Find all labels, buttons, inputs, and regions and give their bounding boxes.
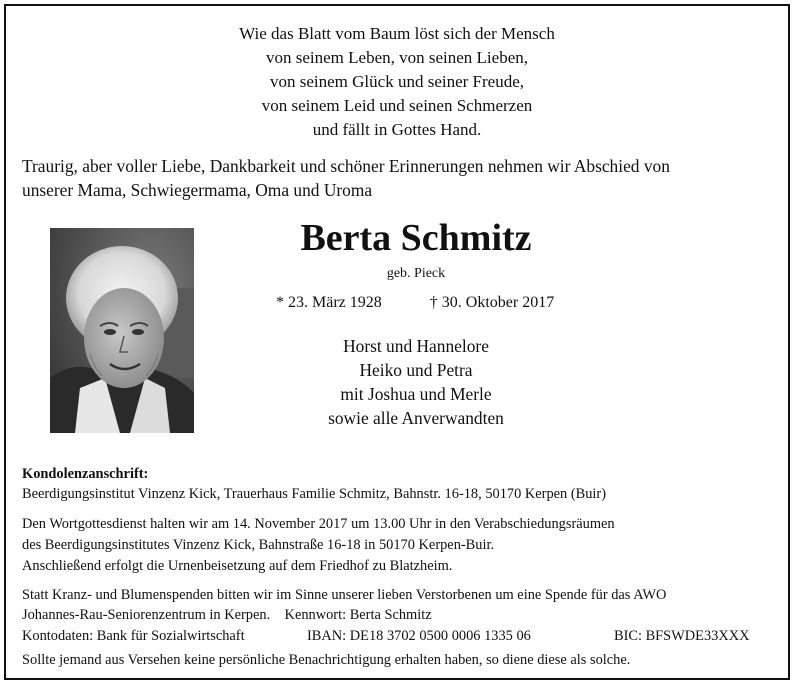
maiden-name: geb. Pieck [386, 266, 446, 281]
poem-line: von seinem Leid und seinen Schmerzen [261, 96, 533, 115]
donation-line: Statt Kranz- und Blumenspenden bitten wir im Sinne unserer lieben Verstorbenen um eine Spende für das AWO [22, 587, 667, 603]
bank-name: Kontodaten: Bank für Sozialwirtschaft [22, 628, 245, 644]
portrait-image [50, 228, 194, 433]
service-line: des Beerdigungsinstitutes Vinzenz Kick, Bahnstraße 16-18 in 50170 Kerpen-Buir. [22, 537, 495, 553]
life-dates [276, 292, 554, 314]
poem-line: von seinem Glück und seiner Freude, [270, 72, 524, 91]
poem-line: und fällt in Gottes Hand. [312, 120, 482, 139]
portrait-photo [50, 228, 194, 433]
birth-date: * 23. März 1928 [276, 294, 382, 311]
condolence-address: Beerdigungsinstitut Vinzenz Kick, Trauerhaus Familie Schmitz, Bahnstr. 16-18, 50170 Kerpen (Buir) [22, 486, 607, 502]
mourner-line: mit Joshua und Merle [340, 384, 492, 404]
closing-note: Sollte jemand aus Versehen keine persönliche Benachrichtigung erhalten haben, so diene diese als solche. [22, 652, 631, 668]
bank-details [22, 626, 790, 646]
obituary-notice [4, 4, 790, 680]
donation-line: Johannes-Rau-Seniorenzentrum in Kerpen. Kennwort: Berta Schmitz [22, 607, 432, 623]
mourner-line: sowie alle Anverwandten [328, 408, 504, 428]
poem [6, 22, 788, 142]
mourner-line: Horst und Hannelore [343, 336, 489, 356]
bic: BIC: BFSWDE33XXX [614, 628, 750, 644]
service-line: Anschließend erfolgt die Urnenbeisetzung auf dem Friedhof zu Blatzheim. [22, 558, 453, 574]
intro-line: unserer Mama, Schwiegermama, Oma und Uroma [22, 180, 373, 200]
service-line: Den Wortgottesdienst halten wir am 14. November 2017 um 13.00 Uhr in den Verabschiedungsräumen [22, 516, 615, 532]
intro-line: Traurig, aber voller Liebe, Dankbarkeit und schöner Erinnerungen nehmen wir Abschied von [22, 156, 670, 176]
iban: IBAN: DE18 3702 0500 0006 1335 06 [307, 628, 531, 644]
deceased-name: Berta Schmitz [300, 217, 532, 259]
poem-line: Wie das Blatt vom Baum löst sich der Mensch [239, 24, 555, 43]
condolence-heading: Kondolenzanschrift: [22, 466, 149, 482]
mourner-line: Heiko und Petra [359, 360, 473, 380]
mourners-list [206, 334, 626, 430]
death-date: † 30. Oktober 2017 [429, 294, 555, 311]
poem-line: von seinem Leben, von seinen Lieben, [265, 48, 528, 67]
intro-text [22, 154, 782, 202]
